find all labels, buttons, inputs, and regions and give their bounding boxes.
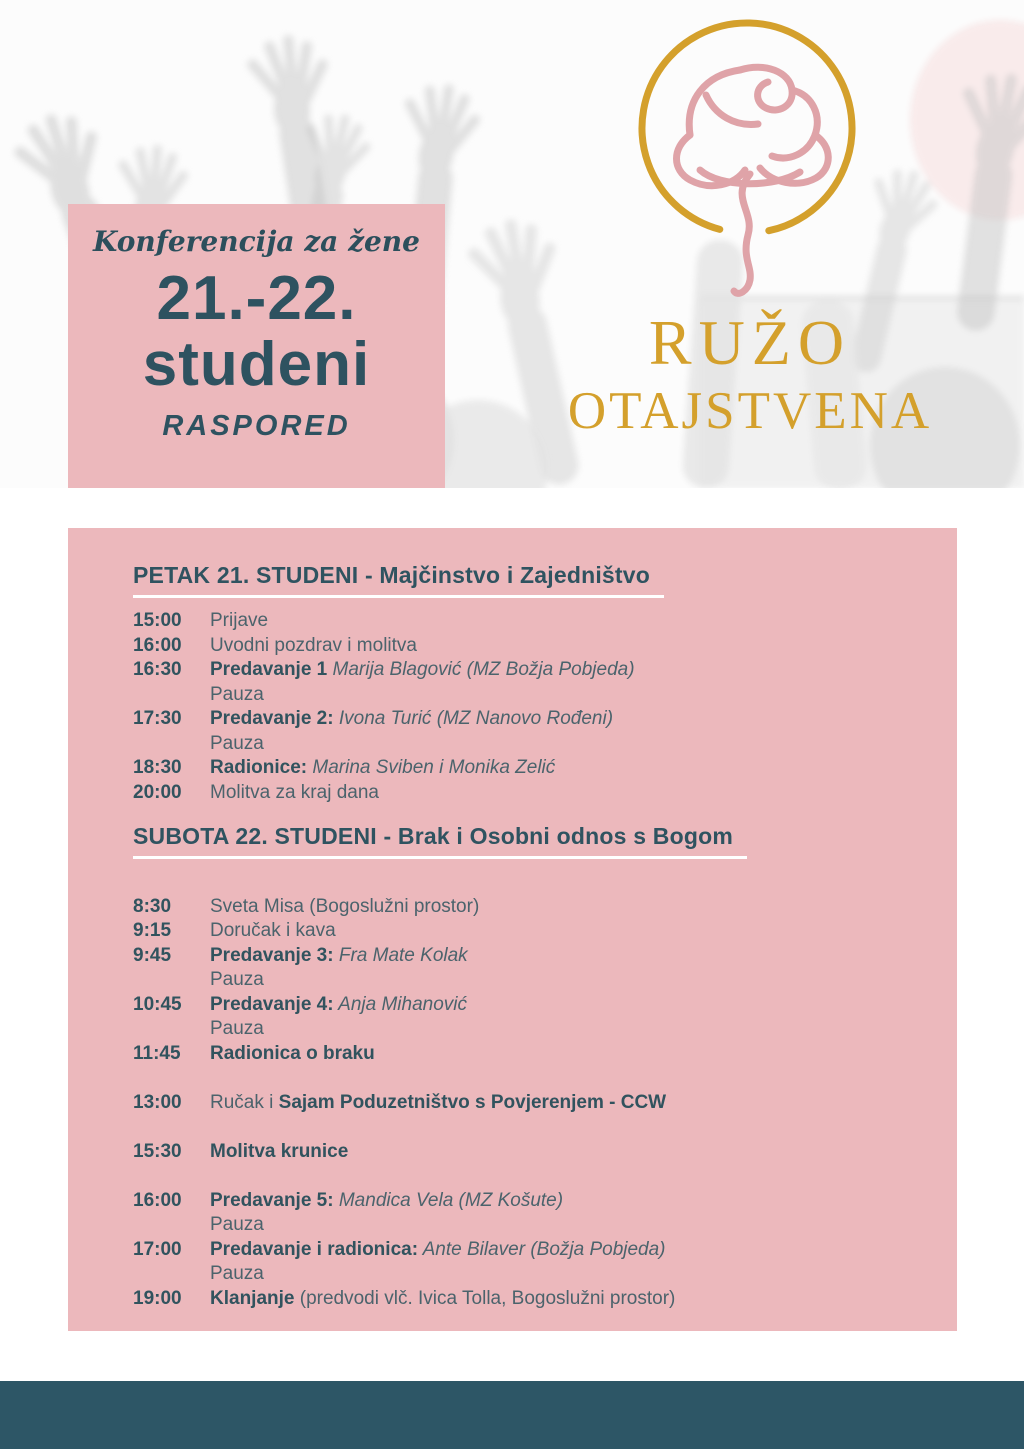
time-label: [133, 1262, 210, 1287]
event-text-italic: Fra Mate Kolak: [333, 944, 468, 966]
event-text-italic: Marija Blagović (MZ Božja Pobjeda): [327, 659, 635, 680]
time-label: [133, 1017, 210, 1042]
schedule-row: [133, 1017, 917, 1042]
conference-kicker: Konferencija za žene: [93, 225, 420, 258]
event-text-regular: Pauza: [210, 1214, 264, 1235]
event-text-bold: Radionica o braku: [210, 1042, 375, 1064]
schedule-row: [133, 944, 917, 969]
event-description: [210, 683, 917, 708]
schedule-row: [133, 1287, 917, 1312]
logo-wordmark-line1: RUŽO: [648, 307, 852, 378]
schedule-row: [133, 658, 917, 683]
event-description: [210, 919, 917, 944]
event-description: [210, 756, 917, 781]
logo-wordmark-line2: OTAJSTVENA: [567, 382, 933, 440]
schedule-row-spacer: [133, 1164, 917, 1189]
schedule-row: [133, 1213, 917, 1238]
event-text-regular: Pauza: [210, 732, 264, 754]
schedule-row: [133, 1140, 917, 1165]
event-description: [210, 993, 917, 1018]
day-header: PETAK 21. STUDENI - Majčinstvo i Zajedništvo: [133, 562, 664, 598]
event-text-bold: Predavanje 4:: [210, 993, 334, 1015]
time-label: 16:00: [133, 1189, 182, 1211]
day-section: [133, 562, 917, 805]
event-text-regular: Pauza: [210, 683, 264, 705]
schedule-row: [133, 919, 917, 944]
rose-icon: [545, 8, 955, 300]
event-description: [210, 1091, 917, 1116]
event-text-regular: Pauza: [210, 1018, 264, 1039]
schedule-row-spacer: [133, 1115, 917, 1140]
schedule-row: [133, 634, 917, 659]
schedule-row: [133, 756, 917, 781]
event-text-bold: Predavanje 5:: [210, 1189, 334, 1211]
event-text-regular: Pauza: [210, 969, 264, 990]
time-label: 9:45: [133, 944, 172, 966]
event-text-bold: Sajam Poduzetništvo s Povjerenjem - CCW: [278, 1091, 667, 1113]
schedule-row: [133, 1189, 917, 1214]
event-description: [210, 707, 917, 732]
schedule-row: [133, 781, 917, 806]
event-text-regular: Sveta Misa (Bogoslužni prostor): [210, 895, 480, 917]
event-description: [210, 1017, 917, 1042]
time-label: 16:00: [133, 634, 182, 656]
schedule-row: [133, 993, 917, 1018]
event-description: [210, 944, 917, 969]
event-description: [210, 1042, 917, 1067]
day-header: SUBOTA 22. STUDENI - Brak i Osobni odnos s Bogom: [133, 823, 747, 859]
time-label: 17:00: [133, 1238, 182, 1260]
time-label: 9:15: [133, 920, 172, 941]
schedule-row-spacer: [133, 870, 917, 895]
event-text-regular: Molitva za kraj dana: [210, 781, 379, 803]
schedule-row: [133, 1042, 917, 1067]
event-text-regular: Ručak i: [210, 1091, 279, 1113]
event-text-italic: Ante Bilaver (Božja Pobjeda): [418, 1238, 666, 1260]
event-text-italic: Ivona Turić (MZ Nanovo Rođeni): [333, 708, 614, 729]
event-text-regular: Doručak i kava: [210, 920, 336, 941]
time-label: [133, 1213, 210, 1238]
event-text-bold: Predavanje 2:: [210, 708, 334, 729]
time-label: 16:30: [133, 659, 182, 680]
time-label: 19:00: [133, 1287, 182, 1309]
schedule-row: [133, 1091, 917, 1116]
schedule-subtitle: RASPORED: [162, 410, 351, 442]
event-description: [210, 658, 917, 683]
schedule-row: [133, 683, 917, 708]
event-description: [210, 634, 917, 659]
schedule-row: [133, 1262, 917, 1287]
schedule-row: [133, 707, 917, 732]
event-description: [210, 895, 917, 920]
schedule-row: [133, 1238, 917, 1263]
hero-section: [0, 0, 1024, 488]
time-label: [133, 732, 210, 757]
event-text-bold: Predavanje 3:: [210, 944, 334, 966]
event-description: [210, 1238, 917, 1263]
event-description: [210, 609, 917, 634]
date-line-1: 21.-22.: [156, 264, 357, 333]
event-text-regular: Uvodni pozdrav i molitva: [210, 634, 417, 656]
event-text-regular: (predvodi vlč. Ivica Tolla, Bogoslužni prostor): [294, 1287, 676, 1309]
footer-bar: [0, 1381, 1024, 1449]
title-box: [68, 204, 445, 488]
event-text-bold: Predavanje i radionica:: [210, 1238, 419, 1260]
event-description: [210, 1189, 917, 1214]
time-label: 10:45: [133, 993, 182, 1015]
schedule-row: [133, 895, 917, 920]
time-label: [133, 683, 210, 708]
event-text-regular: Pauza: [210, 1263, 264, 1284]
time-label: 11:45: [133, 1042, 181, 1064]
schedule-row-spacer: [133, 1066, 917, 1091]
event-text-italic: Marina Sviben i Monika Zelić: [307, 757, 556, 778]
time-label: 15:30: [133, 1140, 182, 1162]
event-description: [210, 968, 917, 993]
event-text-italic: Mandica Vela (MZ Košute): [333, 1189, 564, 1211]
event-text-regular: Prijave: [210, 610, 269, 631]
logo: [545, 8, 955, 439]
event-text-italic: Anja Mihanović: [333, 993, 467, 1015]
date-line-2: studeni: [142, 330, 371, 399]
time-label: 13:00: [133, 1091, 182, 1113]
time-label: [133, 968, 210, 993]
event-text-bold: Molitva krunice: [210, 1140, 349, 1162]
time-label: 15:00: [133, 610, 182, 631]
schedule-row: [133, 609, 917, 634]
time-label: 8:30: [133, 895, 172, 917]
event-description: [210, 1287, 917, 1312]
day-section: [133, 823, 917, 1311]
time-label: 20:00: [133, 781, 182, 803]
time-label: 17:30: [133, 708, 182, 729]
event-description: [210, 781, 917, 806]
event-text-bold: Klanjanje: [210, 1287, 295, 1309]
event-description: [210, 1262, 917, 1287]
schedule-row: [133, 968, 917, 993]
time-label: 18:30: [133, 757, 182, 778]
schedule-row: [133, 732, 917, 757]
event-description: [210, 732, 917, 757]
event-description: [210, 1213, 917, 1238]
event-text-bold: Predavanje 1: [210, 659, 328, 680]
event-description: [210, 1140, 917, 1165]
schedule-panel: [68, 528, 957, 1331]
event-text-bold: Radionice:: [210, 757, 308, 778]
